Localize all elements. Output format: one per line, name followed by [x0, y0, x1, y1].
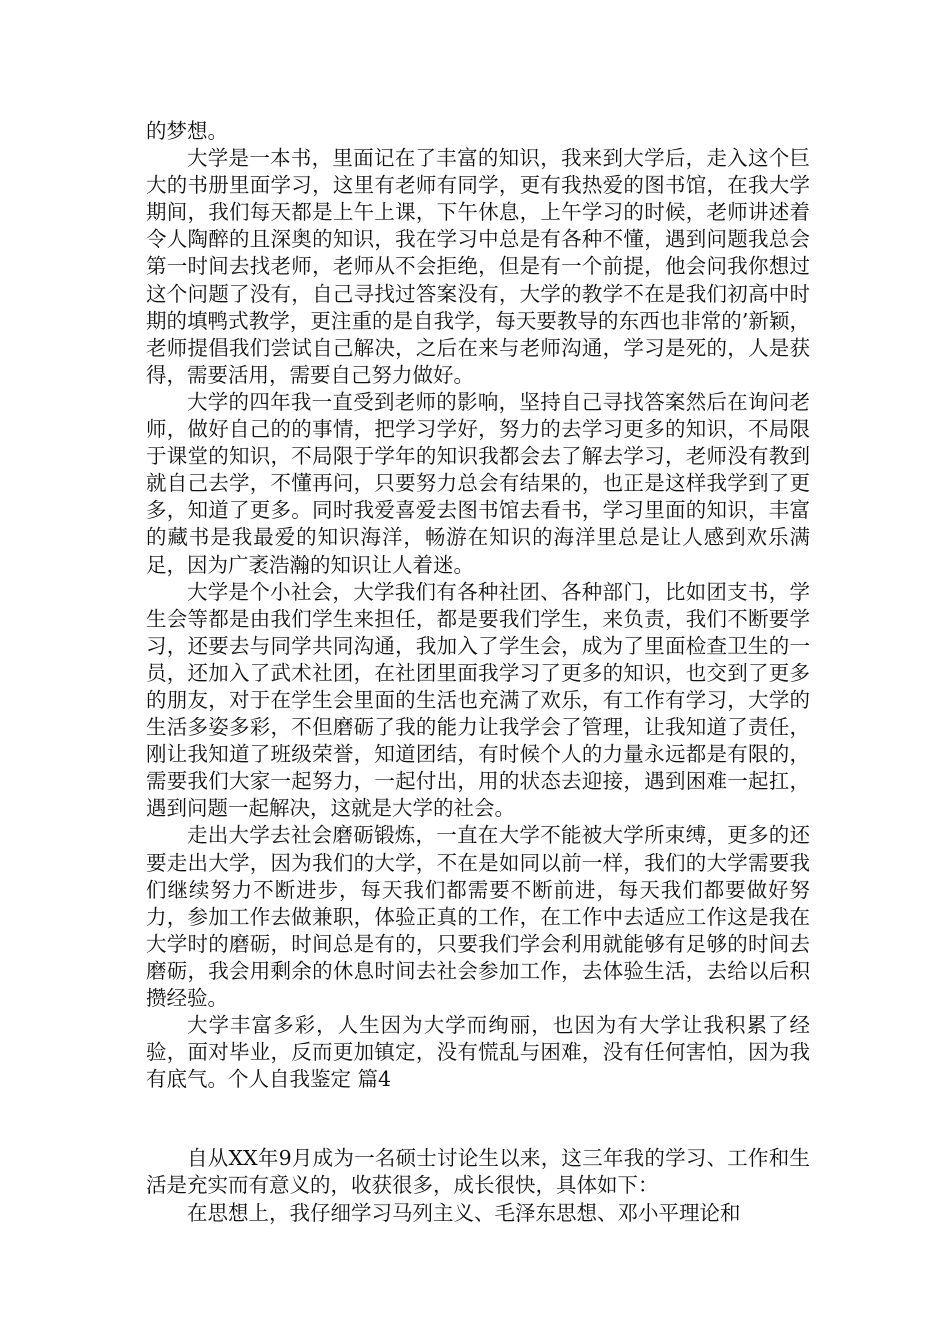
paragraph-four-years: 大学的四年我一直受到老师的影响，坚持自己寻找答案然后在询问老师，做好自己的的事情，把学习学好，努力的去学习更多的知识，不局限于课堂的知识，不局限于学年的知识我都会去了解去学习，老师没有教到就自己去学，不懂再问，只要努力总会有结果的，也正是这样我学到了更多，知道了更多。同时我爱喜爱去图书馆去看书，学习里面的知识，丰富的藏书是我最爱的知识海洋，畅游在知识的海洋里总是让人感到欢乐满足，因为广袤浩瀚的知识让人着迷。	[146, 389, 810, 577]
paragraph-thought: 在思想上，我仔细学习马列主义、毛泽东思想、邓小平理论和	[187, 1200, 741, 1225]
paragraph-master-intro: 自从XX年9月成为一名硕士讨论生以来，这三年我的学习、工作和生活是充实而有意义的，收获很多，成长很快，具体如下：	[146, 1146, 810, 1198]
section-spacer	[146, 1093, 810, 1145]
paragraph-colorful-university: 大学丰富多彩，人生因为大学而绚丽，也因为有大学让我积累了经验，面对毕业，反而更加镇定，没有慌乱与困难，没有任何害怕，因为我有底气。个人自我鉴定 篇4	[146, 1013, 810, 1092]
document-body	[146, 118, 810, 1227]
paragraph-go-to-society: 走出大学去社会磨砺锻炼，一直在大学不能被大学所束缚，更多的还要走出大学，因为我们的大学，不在是如同以前一样，我们的大学需要我们继续努力不断进步，每天我们都需要不断前进，每天我们都要做好努力，参加工作去做兼职，体验正真的工作，在工作中去适应工作这是我在大学时的磨砺，时间总是有的，只要我们学会利用就能够有足够的时间去磨砺，我会用剩余的休息时间去社会参加工作，去体验生活，去给以后积攒经验。	[146, 823, 810, 1010]
paragraph-small-society: 大学是个小社会，大学我们有各种社团、各种部门，比如团支书，学生会等都是由我们学生来担任，都是要我们学生，来负责，我们不断要学习，还要去与同学共同沟通，我加入了学生会，成为了里面检查卫生的一员，还加入了武术社团，在社团里面我学习了更多的知识，也交到了更多的朋友，对于在学生会里面的生活也充满了欢乐，有工作有学习，大学的生活多姿多彩，不但磨砺了我的能力让我学会了管理，让我知道了责任，刚让我知道了班级荣誉，知道团结，有时候个人的力量永远都是有限的，需要我们大家一起努力，一起付出，用的状态去迎接，遇到困难一起扛，遇到问题一起解决，这就是大学的社会。	[146, 579, 810, 821]
paragraph-university-book: 大学是一本书，里面记在了丰富的知识，我来到大学后，走入这个巨大的书册里面学习，这里有老师有同学，更有我热爱的图书馆，在我大学期间，我们每天都是上午上课，下午休息，上午学习的时候，老师讲述着令人陶醉的且深奥的知识，我在学习中总是有各种不懂，遇到问题我总会第一时间去找老师，老师从不会拒绝，但是有一个前提，他会问我你想过这个问题了没有，自己寻找过答案没有，大学的教学不在是我们初高中时期的填鸭式教学，更注重的是自我学，每天要教导的东西也非常的’新颖，老师提倡我们尝试自己解决，之后在来与老师沟通，学习是死的，人是获得，需要活用，需要自己努力做好。	[146, 146, 810, 387]
paragraph-dream-ending: 的梦想。	[146, 119, 228, 143]
